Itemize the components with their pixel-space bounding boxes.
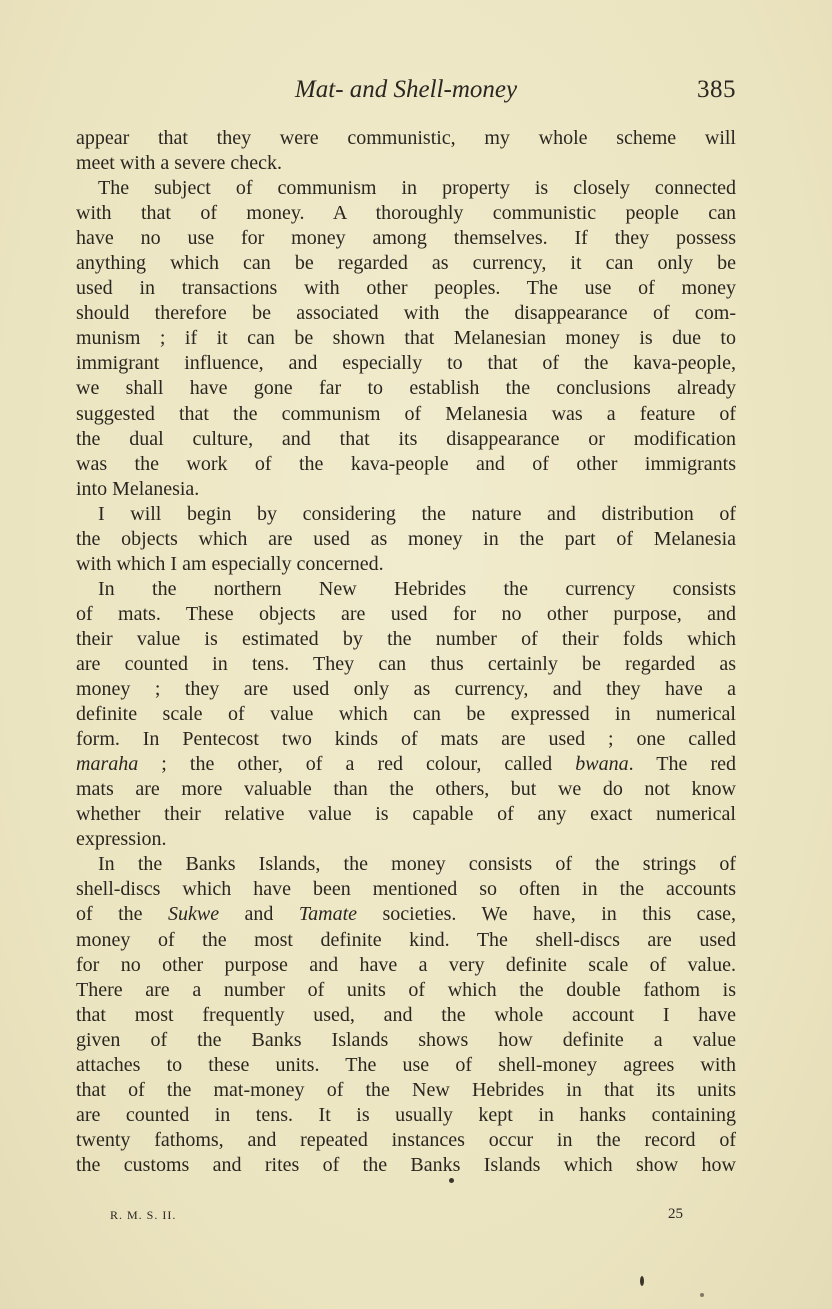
text-run: that of the mat-money of the New Hebrides in that its units <box>76 1078 736 1101</box>
text-run: immigrant influence, and especially to that of the kava-people, <box>76 352 736 375</box>
text-line <box>76 427 736 452</box>
text-line <box>76 351 736 376</box>
text-run: should therefore be associated with the disappearance of com- <box>76 302 736 325</box>
text-line <box>76 376 736 401</box>
ink-speck <box>640 1276 644 1286</box>
text-line <box>76 402 736 427</box>
body-text <box>76 126 736 1178</box>
text-line <box>76 552 736 577</box>
text-run: mats are more valuable than the others, but we do not know <box>76 778 736 801</box>
text-run: . The red <box>628 753 736 776</box>
text-run: was the work of the kava-people and of other immigrants <box>76 452 736 475</box>
text-run: suggested that the communism of Melanesia was a feature of <box>76 402 736 425</box>
text-run: into Melanesia. <box>76 477 200 500</box>
text-run: used in transactions with other peoples. The use of money <box>76 277 736 300</box>
text-run: expression. <box>76 828 167 851</box>
text-line <box>76 176 736 201</box>
text-run: In the northern New Hebrides the currency consists <box>98 577 736 600</box>
text-line <box>76 928 736 953</box>
text-run: have no use for money among themselves. If they possess <box>76 227 736 250</box>
text-run: are counted in tens. They can thus certainly be regarded as <box>76 652 736 675</box>
text-run: given of the Banks Islands shows how definite a value <box>76 1028 736 1051</box>
text-line <box>76 1103 736 1128</box>
text-run: the customs and rites of the Banks Islands which show how <box>76 1153 736 1176</box>
text-run: form. In Pentecost two kinds of mats are used ; one called <box>76 728 736 751</box>
text-run: with that of money. A thoroughly communistic people can <box>76 202 736 225</box>
italic-term: Sukwe <box>168 903 220 926</box>
text-run: for no other purpose and have a very definite scale of value. <box>76 953 736 976</box>
text-line <box>76 477 736 502</box>
text-run: that most frequently used, and the whole account I have <box>76 1003 736 1026</box>
text-line <box>76 527 736 552</box>
text-run: meet with a severe check. <box>76 152 283 175</box>
sheet-number: 25 <box>668 1206 683 1222</box>
text-run: the dual culture, and that its disappearance or modification <box>76 427 736 450</box>
text-run: ; the other, of a red colour, called <box>138 753 576 776</box>
italic-term: bwana <box>575 753 629 776</box>
text-line <box>76 652 736 677</box>
text-line <box>76 852 736 877</box>
text-run: of mats. These objects are used for no other purpose, and <box>76 602 736 625</box>
text-line <box>76 226 736 251</box>
text-line <box>76 301 736 326</box>
text-line <box>76 702 736 727</box>
text-line <box>76 502 736 527</box>
text-run: money of the most definite kind. The shell-discs are used <box>76 928 736 951</box>
italic-term: maraha <box>76 753 139 776</box>
ink-speck <box>449 1178 454 1183</box>
text-run: In the Banks Islands, the money consists of the strings of <box>98 853 736 876</box>
signature-mark: R. M. S. II. <box>110 1208 177 1222</box>
italic-term: Tamate <box>298 903 358 926</box>
text-run: societies. We have, in this case, <box>357 903 736 926</box>
running-title: Mat- and Shell-money <box>294 76 518 103</box>
text-line <box>76 151 736 176</box>
text-run: the objects which are used as money in the part of Melanesia <box>76 527 736 550</box>
text-line <box>76 902 736 927</box>
text-line <box>76 1128 736 1153</box>
text-line <box>76 452 736 477</box>
text-line <box>76 1003 736 1028</box>
text-run: anything which can be regarded as currency, it can only be <box>76 252 736 275</box>
text-run: their value is estimated by the number of their folds which <box>76 627 736 650</box>
text-line <box>76 1028 736 1053</box>
text-line <box>76 577 736 602</box>
text-run: whether their relative value is capable of any exact numerical <box>76 803 736 826</box>
ink-speck <box>700 1293 704 1297</box>
text-line <box>76 827 736 852</box>
text-run: attaches to these units. The use of shell-money agrees with <box>76 1053 736 1076</box>
text-line <box>76 777 736 802</box>
text-line <box>76 326 736 351</box>
text-run: There are a number of units of which the double fathom is <box>76 978 736 1001</box>
text-line <box>76 126 736 151</box>
text-run: munism ; if it can be shown that Melanesian money is due to <box>76 327 736 350</box>
text-line <box>76 802 736 827</box>
text-line <box>76 1078 736 1103</box>
text-run: appear that they were communistic, my whole scheme will <box>76 127 736 149</box>
text-run: money ; they are used only as currency, and they have a <box>76 678 736 701</box>
text-line <box>76 627 736 652</box>
text-line <box>76 1153 736 1178</box>
text-run: we shall have gone far to establish the conclusions already <box>76 377 736 400</box>
text-run: are counted in tens. It is usually kept in hanks containing <box>76 1103 736 1126</box>
text-run: shell-discs which have been mentioned so often in the accounts <box>76 878 736 901</box>
text-run: definite scale of value which can be expressed in numerical <box>76 703 736 726</box>
text-line <box>76 201 736 226</box>
text-line <box>76 752 736 777</box>
text-line <box>76 978 736 1003</box>
text-run: and <box>219 903 299 926</box>
text-line <box>76 602 736 627</box>
text-run: I will begin by considering the nature and distribution of <box>98 502 736 525</box>
page-number: 385 <box>697 76 736 103</box>
running-head <box>76 76 736 110</box>
text-line <box>76 276 736 301</box>
text-run: of the <box>76 903 168 926</box>
text-run: The subject of communism in property is closely connected <box>98 177 736 200</box>
text-line <box>76 727 736 752</box>
text-line <box>76 877 736 902</box>
text-line <box>76 1053 736 1078</box>
text-run: with which I am especially concerned. <box>76 552 384 575</box>
text-line <box>76 953 736 978</box>
text-run: twenty fathoms, and repeated instances occur in the record of <box>76 1128 736 1151</box>
text-line <box>76 251 736 276</box>
text-line <box>76 677 736 702</box>
